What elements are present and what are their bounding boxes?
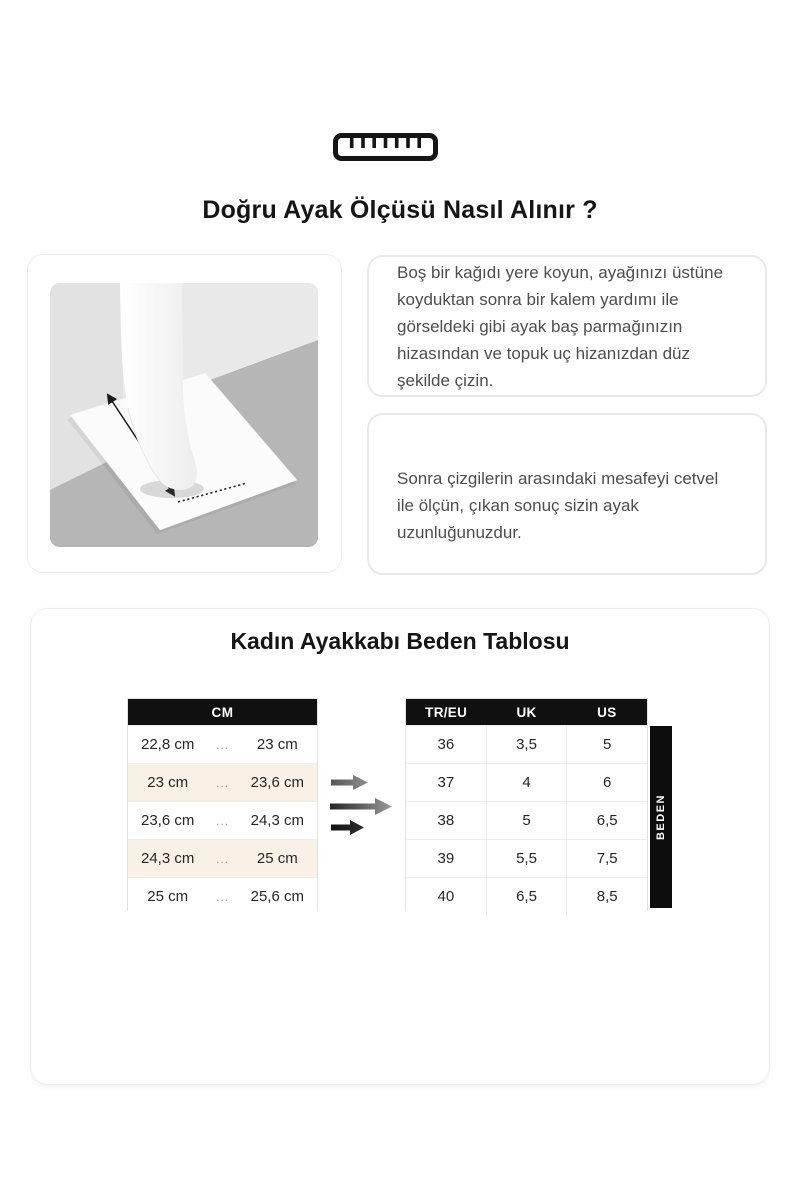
instruction-step-2-text: Sonra çizgilerin arasındaki mesafeyi cetvel ile ölçün, çıkan sonuç sizin ayak uzunluğunuzdur. [397,469,719,542]
size-us: 8,5 [566,878,647,915]
size-table-header-row [406,699,647,725]
cm-min: 22,8 cm [141,736,195,753]
arrows-right-icon [331,775,368,790]
cm-table-row [128,763,317,801]
col-header-us: US [597,704,617,720]
cm-table-row [128,839,317,877]
cm-table-row [128,801,317,839]
cm-max: 23 cm [256,736,298,753]
size-table-row [406,763,647,801]
arrows-right-icon [330,798,392,815]
size-table [405,698,648,911]
size-us: 6,5 [566,802,647,839]
cm-table-row [128,877,317,915]
cm-min: 24,3 cm [141,850,195,867]
size-uk: 3,5 [486,726,567,763]
cm-max: 25 cm [256,850,298,867]
cm-min: 25 cm [147,888,189,905]
range-dots: ... [215,889,229,904]
foot-measurement-photo [50,283,318,547]
range-dots: ... [215,737,229,752]
range-dots: ... [215,813,229,828]
page-title: Doğru Ayak Ölçüsü Nasıl Alınır ? [202,196,598,224]
cm-table-header: CM [128,699,317,725]
size-us: 6 [566,764,647,801]
instruction-step-1 [367,255,767,397]
size-table-row [406,839,647,877]
cm-table [127,698,318,911]
size-uk: 5 [486,802,567,839]
cm-max: 25,6 cm [250,888,304,905]
size-tr-eu: 36 [437,736,455,753]
size-table-row [406,801,647,839]
size-us: 7,5 [566,840,647,877]
size-uk: 5,5 [486,840,567,877]
beden-label-text: BEDEN [655,793,668,841]
cm-min: 23 cm [147,774,189,791]
instruction-step-1-text: Boş bir kağıdı yere koyun, ayağınızı üstüne koyduktan sonra bir kalem yardımı ile görseldeki gibi ayak baş parmağınızın hizasından ve topuk uç hizanızdan düz şekilde çizin. [397,262,724,390]
cm-min: 23,6 cm [141,812,195,829]
cm-max: 24,3 cm [250,812,304,829]
arrows-right-icon [331,820,364,835]
size-tr-eu: 38 [437,812,455,829]
instruction-step-2 [367,413,767,575]
size-tr-eu: 39 [437,850,455,867]
col-header-uk: UK [516,704,537,720]
size-tr-eu: 40 [437,888,455,905]
size-uk: 4 [486,764,567,801]
foot-measure-photo-card [27,254,342,573]
ruler-icon [333,133,438,162]
col-header-tr-eu: TR/EU [425,704,468,720]
range-dots: ... [215,775,229,790]
cm-max: 23,6 cm [250,774,304,791]
size-tr-eu: 37 [437,774,455,791]
size-uk: 6,5 [486,878,567,915]
size-chart-title: Kadın Ayakkabı Beden Tablosu [230,628,570,654]
cm-table-row [128,725,317,763]
beden-vertical-label [650,726,672,908]
size-table-row [406,877,647,915]
range-dots: ... [215,851,229,866]
size-table-row [406,725,647,763]
size-us: 5 [566,726,647,763]
